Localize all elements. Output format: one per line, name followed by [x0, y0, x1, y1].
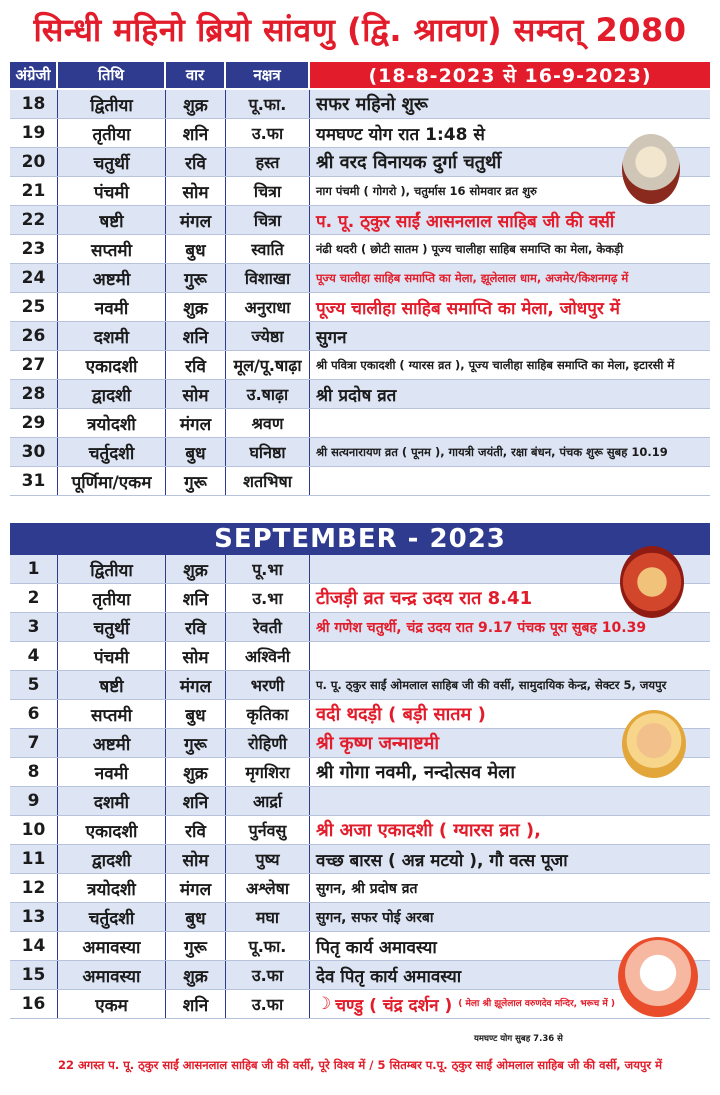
nakshatra-cell: ज्येष्ठा: [226, 322, 310, 350]
header-tithi: तिथि: [58, 62, 166, 88]
event-cell: श्री वरद विनायक दुर्गा चतुर्थी: [316, 152, 502, 173]
tithi-cell: द्वितीया: [58, 90, 166, 118]
table-row: [10, 555, 710, 584]
tithi-cell: द्वादशी: [58, 380, 166, 408]
table-row: [10, 642, 710, 671]
date-cell: 27: [10, 351, 58, 379]
vaar-cell: रवि: [166, 351, 226, 379]
tithi-cell: अष्टमी: [58, 264, 166, 292]
nakshatra-cell: रोहिणी: [226, 729, 310, 757]
footer-note: 22 अगस्त प. पू. ठ्कुर साईं आसनलाल साहिब जी की वर्सी, पूरे विश्व में / 5 सितम्बर प.पू. ठ्कुर साईं ओमलाल साहिब जी की वर्सी, जयपुर में: [58, 1057, 662, 1072]
vaar-cell: शनि: [166, 322, 226, 350]
nakshatra-cell: उ.फा: [226, 119, 310, 147]
event-cell: [310, 642, 710, 670]
tithi-cell: नवमी: [58, 758, 166, 786]
nakshatra-cell: पू.फा.: [226, 90, 310, 118]
nakshatra-cell: उ.फा: [226, 990, 310, 1018]
nakshatra-cell: श्रवण: [226, 409, 310, 437]
date-cell: 19: [10, 119, 58, 147]
table-row: [10, 380, 710, 409]
table-row: [10, 90, 710, 119]
vaar-cell: बुध: [166, 235, 226, 263]
table-row: [10, 758, 710, 787]
event-cell: पूज्य चालीहा साहिब समाप्ति का मेला, झूलेलाल धाम, अजमेर/किशनगढ़ में: [316, 270, 629, 285]
tithi-cell: नवमी: [58, 293, 166, 321]
nakshatra-cell: पू.भा: [226, 555, 310, 583]
tithi-cell: द्वादशी: [58, 845, 166, 873]
vaar-cell: शुक्र: [166, 961, 226, 989]
event-cell: पूज्य चालीहा साहिब समाप्ति का मेला, जोधपुर में: [316, 298, 620, 319]
tithi-cell: एकादशी: [58, 351, 166, 379]
vaar-cell: शनि: [166, 584, 226, 612]
nakshatra-cell: मूल/पू.षाढ़ा: [226, 351, 310, 379]
nakshatra-cell: भरणी: [226, 671, 310, 699]
tithi-cell: द्वितीया: [58, 555, 166, 583]
event-cell: सुगन: [316, 327, 347, 348]
vaar-cell: मंगल: [166, 206, 226, 234]
date-range: (18-8-2023 से 16-9-2023): [310, 62, 710, 88]
table-row: [10, 119, 710, 148]
nakshatra-cell: अनुराधा: [226, 293, 310, 321]
date-cell: 20: [10, 148, 58, 176]
table-row: [10, 322, 710, 351]
date-cell: 4: [10, 642, 58, 670]
tithi-cell: दशमी: [58, 787, 166, 815]
event-cell: श्री सत्यनारायण व्रत ( पूनम ), गायत्री जयंती, रक्षा बंधन, पंचक शुरू सुबह 10.19: [316, 444, 668, 459]
header-english: अंग्रेजी: [10, 62, 58, 88]
vaar-cell: शुक्र: [166, 293, 226, 321]
date-cell: 10: [10, 816, 58, 844]
tithi-cell: दशमी: [58, 322, 166, 350]
nakshatra-cell: उ.भा: [226, 584, 310, 612]
event-cell: श्री गोगा नवमी, नन्दोत्सव मेला: [316, 762, 516, 783]
tithi-cell: तृतीया: [58, 584, 166, 612]
krishna-portrait: [622, 710, 686, 778]
nakshatra-cell: आर्द्रा: [226, 787, 310, 815]
nakshatra-cell: उ.षाढ़ा: [226, 380, 310, 408]
tithi-cell: षष्टी: [58, 671, 166, 699]
event-note: ( मेला श्री झूलेलाल वरुणदेव मन्दिर, भरूच में ): [458, 999, 615, 1009]
date-cell: 15: [10, 961, 58, 989]
vaar-cell: शुक्र: [166, 90, 226, 118]
tithi-cell: अमावस्या: [58, 932, 166, 960]
vaar-cell: मंगल: [166, 671, 226, 699]
table-row: [10, 787, 710, 816]
nakshatra-cell: रेवती: [226, 613, 310, 641]
nakshatra-cell: मृगशिरा: [226, 758, 310, 786]
date-cell: 9: [10, 787, 58, 815]
date-cell: 2: [10, 584, 58, 612]
crescent-moon-icon: ☽: [316, 994, 332, 1014]
table-row: [10, 148, 710, 177]
date-cell: 5: [10, 671, 58, 699]
nakshatra-cell: शतभिषा: [226, 467, 310, 495]
vaar-cell: शुक्र: [166, 758, 226, 786]
event-cell: नंढी थदरी ( छोटी सातम ) पूज्य चालीहा साहिब समाप्ति का मेला, केकड़ी: [316, 241, 624, 256]
table-row: [10, 351, 710, 380]
tithi-cell: चतुर्थी: [58, 148, 166, 176]
table-row: [10, 990, 710, 1019]
tithi-cell: चर्तुदशी: [58, 903, 166, 931]
page-title: सिन्धी महिनो ब्रियो सांवणु (द्वि. श्रावण) सम्वत् 2080: [33, 10, 687, 49]
vaar-cell: गुरू: [166, 729, 226, 757]
header-nakshatra: नक्षत्र: [226, 62, 310, 88]
event-cell: पितृ कार्य अमावस्या: [316, 937, 437, 958]
tithi-cell: एकम: [58, 990, 166, 1018]
vaar-cell: बुध: [166, 438, 226, 466]
table-row: [10, 584, 710, 613]
vaar-cell: रवि: [166, 148, 226, 176]
tithi-cell: चतुर्थी: [58, 613, 166, 641]
tithi-cell: तृतीया: [58, 119, 166, 147]
table-header: [10, 62, 710, 88]
event-cell: वच्छ बारस ( अन्न मटयो ), गौ वत्स पूजा: [316, 850, 568, 871]
date-cell: 14: [10, 932, 58, 960]
vaar-cell: गुरू: [166, 264, 226, 292]
jhulelal-image: [618, 937, 698, 1017]
date-cell: 21: [10, 177, 58, 205]
vaar-cell: सोम: [166, 177, 226, 205]
nakshatra-cell: अश्लेषा: [226, 874, 310, 902]
vaar-cell: शनि: [166, 990, 226, 1018]
event-cell: टीजड़ी व्रत चन्द्र उदय रात 8.41: [316, 588, 533, 609]
date-cell: 23: [10, 235, 58, 263]
table-row: [10, 293, 710, 322]
event-cell: सफर महिनो शुरू: [316, 94, 428, 115]
tithi-cell: सप्तमी: [58, 235, 166, 263]
table-row: [10, 903, 710, 932]
september-banner: SEPTEMBER - 2023: [10, 523, 710, 555]
vaar-cell: बुध: [166, 903, 226, 931]
table-row: [10, 961, 710, 990]
table-row: [10, 264, 710, 293]
nakshatra-cell: कृतिका: [226, 700, 310, 728]
tithi-cell: त्रयोदशी: [58, 874, 166, 902]
tithi-cell: षष्टी: [58, 206, 166, 234]
event-cell: [310, 787, 710, 815]
vaar-cell: मंगल: [166, 874, 226, 902]
date-cell: 13: [10, 903, 58, 931]
table-row: [10, 467, 710, 496]
event-cell: नाग पंचमी ( गोगरो ), चतुर्मास 16 सोमवार व्रत शुरु: [316, 183, 537, 198]
event-cell: [310, 467, 710, 495]
nakshatra-cell: विशाखा: [226, 264, 310, 292]
vaar-cell: बुध: [166, 700, 226, 728]
vaar-cell: सोम: [166, 642, 226, 670]
table-row: [10, 177, 710, 206]
nakshatra-cell: घनिष्ठा: [226, 438, 310, 466]
table-row: [10, 845, 710, 874]
event-cell: श्री अजा एकादशी ( ग्यारस व्रत ),: [316, 820, 541, 841]
date-cell: 28: [10, 380, 58, 408]
tithi-cell: पंचमी: [58, 177, 166, 205]
nakshatra-cell: पू.फा.: [226, 932, 310, 960]
vaar-cell: गुरू: [166, 467, 226, 495]
event-cell: श्री कृष्ण जन्माष्टमी: [316, 733, 440, 754]
event-cell: श्री पवित्रा एकादशी ( ग्यारस व्रत ), पूज्य चालीहा साहिब समाप्ति का मेला, इटारसी में: [316, 357, 675, 372]
tithi-cell: अमावस्या: [58, 961, 166, 989]
header-vaar: वार: [166, 62, 226, 88]
date-cell: 29: [10, 409, 58, 437]
tithi-cell: चर्तुदशी: [58, 438, 166, 466]
date-cell: 16: [10, 990, 58, 1018]
date-cell: 22: [10, 206, 58, 234]
nakshatra-cell: स्वाति: [226, 235, 310, 263]
date-cell: 24: [10, 264, 58, 292]
event-text: चण्डु ( चंद्र दर्शन ): [335, 995, 453, 1016]
tithi-cell: पूर्णिमा/एकम: [58, 467, 166, 495]
nakshatra-cell: पुर्नवसु: [226, 816, 310, 844]
vaar-cell: शनि: [166, 119, 226, 147]
event-cell: प. पू. ठ्कुर साईं आसनलाल साहिब जी की वर्सी: [316, 211, 615, 232]
vaar-cell: सोम: [166, 845, 226, 873]
date-cell: 12: [10, 874, 58, 902]
event-cell: सुगन, श्री प्रदोष व्रत: [316, 880, 418, 897]
event-cell: श्री गणेश चतुर्थी, चंद्र उदय रात 9.17 पंचक पूरा सुबह 10.39: [316, 619, 647, 636]
table-row: [10, 874, 710, 903]
table-row: [10, 206, 710, 235]
nakshatra-cell: चित्रा: [226, 206, 310, 234]
table-row: [10, 932, 710, 961]
tithi-cell: पंचमी: [58, 642, 166, 670]
table-row: [10, 613, 710, 642]
date-cell: 11: [10, 845, 58, 873]
saint-portrait: [622, 134, 680, 204]
yamghant-note: यमघण्ट योग सुबह 7.36 से: [474, 1034, 563, 1044]
tithi-cell: एकादशी: [58, 816, 166, 844]
vaar-cell: गुरू: [166, 932, 226, 960]
tithi-cell: त्रयोदशी: [58, 409, 166, 437]
nakshatra-cell: अश्विनी: [226, 642, 310, 670]
nakshatra-cell: हस्त: [226, 148, 310, 176]
table-row: [10, 409, 710, 438]
tithi-cell: सप्तमी: [58, 700, 166, 728]
vaar-cell: शनि: [166, 787, 226, 815]
event-cell: श्री प्रदोष व्रत: [316, 385, 397, 406]
table-row: [10, 729, 710, 758]
date-cell: 8: [10, 758, 58, 786]
event-cell: सुगन, सफर पोई अरबा: [316, 909, 434, 926]
table-row: [10, 816, 710, 845]
date-cell: 30: [10, 438, 58, 466]
table-row: [10, 700, 710, 729]
table-row: [10, 438, 710, 467]
ganesh-image: [620, 546, 684, 618]
nakshatra-cell: पुष्य: [226, 845, 310, 873]
nakshatra-cell: मघा: [226, 903, 310, 931]
date-cell: 26: [10, 322, 58, 350]
date-cell: 25: [10, 293, 58, 321]
vaar-cell: रवि: [166, 613, 226, 641]
vaar-cell: सोम: [166, 380, 226, 408]
date-cell: 3: [10, 613, 58, 641]
table-row: [10, 235, 710, 264]
date-cell: 1: [10, 555, 58, 583]
nakshatra-cell: उ.फा: [226, 961, 310, 989]
table-row: [10, 671, 710, 700]
event-cell: यमघण्ट योग रात 1:48 से: [316, 124, 485, 145]
event-cell: [310, 409, 710, 437]
august-table: [10, 90, 710, 496]
event-cell: प. पू. ठ्कुर साईं ओमलाल साहिब जी की वर्सी, सामुदायिक केन्द्र, सेक्टर 5, जयपुर: [316, 677, 667, 692]
vaar-cell: शुक्र: [166, 555, 226, 583]
date-cell: 7: [10, 729, 58, 757]
date-cell: 31: [10, 467, 58, 495]
september-table: [10, 555, 710, 1019]
date-cell: 6: [10, 700, 58, 728]
tithi-cell: अष्टमी: [58, 729, 166, 757]
vaar-cell: रवि: [166, 816, 226, 844]
date-cell: 18: [10, 90, 58, 118]
event-cell: देव पितृ कार्य अमावस्या: [316, 966, 462, 987]
vaar-cell: मंगल: [166, 409, 226, 437]
nakshatra-cell: चित्रा: [226, 177, 310, 205]
event-cell: वदी थदड़ी ( बड़ी सातम ): [316, 704, 486, 725]
